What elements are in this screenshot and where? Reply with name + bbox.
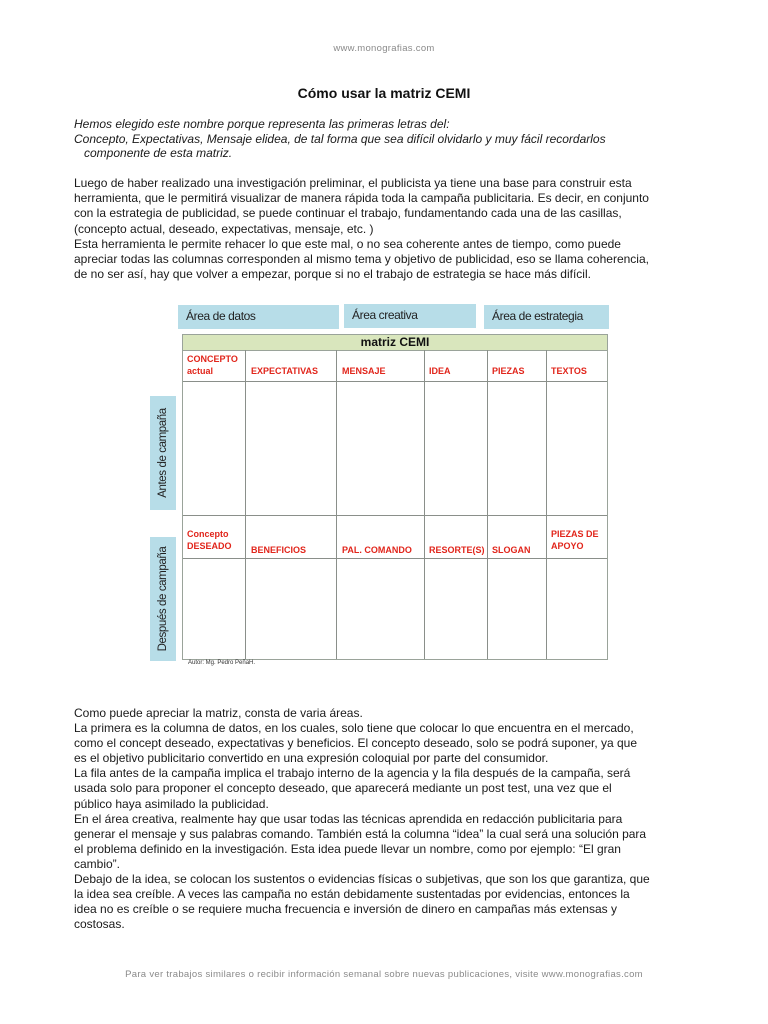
intro-line: Hemos elegido este nombre porque representa las primeras letras del: [74, 117, 450, 131]
grid-line [424, 350, 425, 659]
text-line: cambio”. [74, 856, 121, 871]
grid-line [183, 558, 607, 559]
header-piezas-apoyo [551, 528, 599, 552]
header-textos: TEXTOS [551, 366, 587, 376]
header-url[interactable]: www.monografias.com [333, 43, 435, 54]
cemi-matrix-figure [146, 298, 616, 672]
header-idea: IDEA [429, 366, 451, 376]
cell-text: APOYO [551, 541, 584, 551]
area-creativa-label: Área creativa [344, 304, 476, 328]
text-line: apreciar todas las columnas corresponden al mismo tema y objetivo de publicidad, eso se llama coherencia, [74, 252, 649, 267]
area-estrategia-label: Área de estrategia [484, 305, 609, 329]
cell-text: DESEADO [187, 541, 232, 551]
grid-line [487, 350, 488, 659]
header-expectativas: EXPECTATIVAS [251, 366, 319, 376]
text-line: es el objetivo publicitario convertido en una expresión coloquial por parte del consumidor. [74, 751, 549, 766]
text-line: el problema definido en la investigación. Esta idea puede llevar un nombre, como por ejemplo: “El gran [74, 841, 621, 856]
matrix-grid [182, 334, 608, 660]
cell-text: CONCEPTO [187, 354, 238, 364]
text-line: la idea sea creíble. A veces las campaña no están debidamente sustentadas por evidencias, entonces la [74, 887, 630, 902]
text-line: La primera es la columna de datos, en los cuales, solo tiene que colocar lo que encuentra en el mercado, [74, 721, 634, 736]
text-line: con la estrategia de publicidad, se puede continuar el trabajo, fundamentando cada una de las casillas, [74, 206, 622, 221]
text-line: Como puede apreciar la matriz, consta de varia áreas. [74, 706, 363, 720]
side-label-antes-text: Antes de campaña [157, 408, 169, 498]
text-line: La fila antes de la campaña implica el trabajo interno de la agencia y la fila después de la campaña, será [74, 766, 631, 781]
page-title: Cómo usar la matriz CEMI [297, 85, 471, 101]
text-line: idea no es creíble o se requiere mucha frecuencia e inversión de dinero en campañas más extensas y [74, 902, 617, 917]
text-line: herramienta, que le permitirá visualizar de manera rápida toda la campaña publicitaria. Es decir, en conjunto [74, 191, 649, 206]
grid-line [183, 515, 607, 516]
text-line: costosas. [74, 917, 125, 932]
text-line: de no ser así, hay que volver a empezar, porque si no el trabajo de estrategia se hace más difícil. [74, 267, 591, 282]
area-datos-label: Área de datos [178, 305, 339, 329]
text-line: como el concept deseado, expectativas y beneficios. El concepto deseado, solo se podrá suponer, ya que [74, 736, 638, 751]
header-resortes: RESORTE(S) [429, 545, 485, 555]
text-line: (concepto actual, deseado, expectativas, mensaje, etc. ) [74, 221, 374, 236]
figure-author: Autor: Mg. Pedro PeñaH. [188, 660, 256, 666]
header-concepto-actual [187, 353, 238, 377]
text-line: En el área creativa, realmente hay que usar todas las técnicas aprendida en redacción publicitaria para [74, 811, 623, 826]
intro-line: Concepto, Expectativas, Mensaje elidea, de tal forma que sea difícil olvidarlo y muy fácil recordarlos [74, 131, 606, 146]
text-line: Debajo de la idea, se colocan los sustentos o evidencias físicas o subjetivas, que son los que garantiza, que [74, 872, 650, 887]
text-line: Esta herramienta le permite rehacer lo que este mal, o no sea coherente antes de tiempo, como puede [74, 236, 621, 251]
header-mensaje: MENSAJE [342, 366, 386, 376]
text-line: público haya asimilado la publicidad. [74, 796, 269, 811]
footer-note[interactable]: Para ver trabajos similares o recibir información semanal sobre nuevas publicaciones, visite www.monografias.com [125, 969, 643, 980]
header-beneficios: BENEFICIOS [251, 545, 307, 555]
text-line: generar el mensaje y sus palabras comando. También está la columna “idea” la cual será una solución para [74, 826, 647, 841]
side-label-antes [150, 396, 176, 510]
grid-line [183, 381, 607, 382]
header-pal-comando: PAL. COMANDO [342, 545, 412, 555]
intro-line: componente de esta matriz. [84, 146, 233, 160]
side-label-despues-text: Después de campaña [157, 546, 169, 652]
text-line: usada solo para proponer el concepto deseado, que aparecerá mediante un post test, una vez que el [74, 781, 612, 796]
cell-text: actual [187, 366, 214, 376]
body-paragraph-1 [74, 176, 699, 282]
cell-text: Concepto [187, 529, 229, 539]
grid-line [336, 350, 337, 659]
body-paragraph-2 [74, 706, 699, 932]
side-label-despues [150, 537, 176, 661]
header-concepto-deseado [187, 528, 232, 552]
grid-line [245, 350, 246, 659]
header-slogan: SLOGAN [492, 545, 531, 555]
text-line: Luego de haber realizado una investigación preliminar, el publicista ya tiene una base para construir esta [74, 176, 632, 190]
grid-line [546, 350, 547, 659]
matrix-title: matriz CEMI [183, 335, 607, 351]
intro-paragraph [74, 117, 694, 161]
cell-text: PIEZAS DE [551, 529, 599, 539]
header-piezas: PIEZAS [492, 366, 525, 376]
